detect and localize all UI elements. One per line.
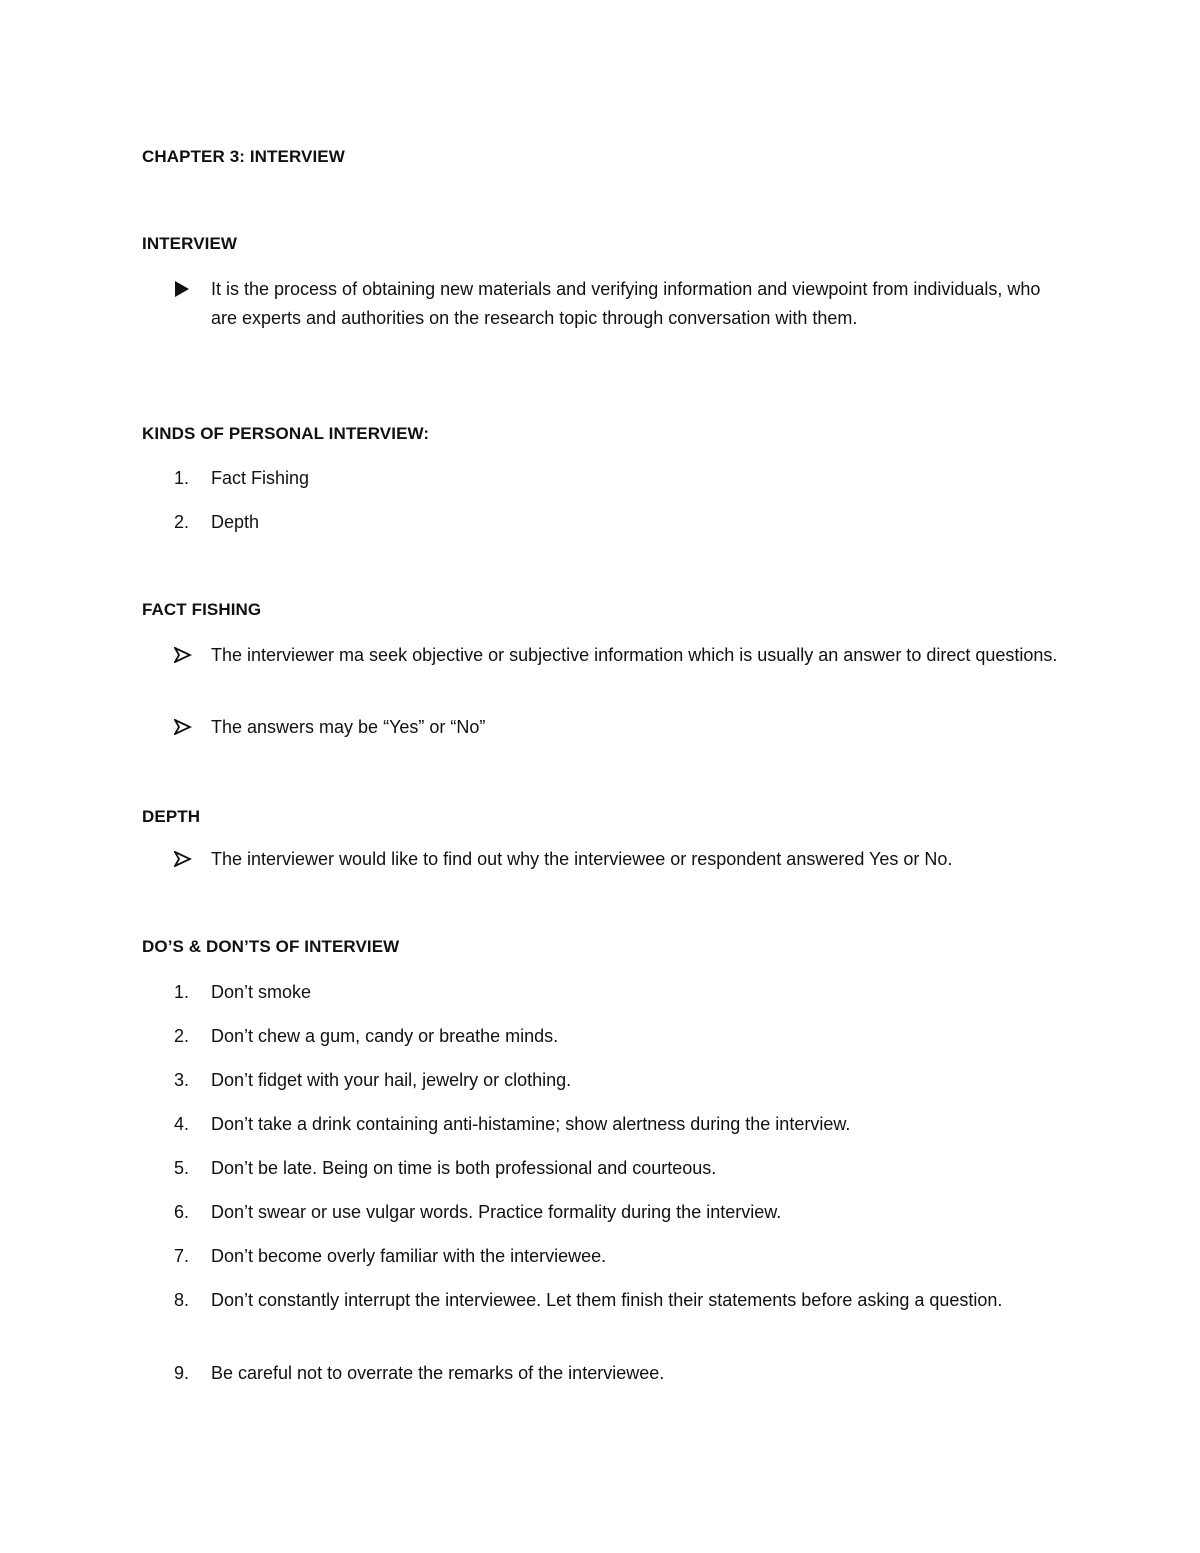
list-number: 6. — [174, 1202, 190, 1222]
list-text: Don’t smoke — [211, 982, 312, 1002]
list-item — [142, 1110, 1062, 1139]
bullet-item — [142, 845, 1062, 874]
list-text: Don’t become overly familiar with the interviewee. — [211, 1246, 607, 1266]
section-heading-kinds: KINDS OF PERSONAL INTERVIEW: — [142, 424, 430, 443]
list-number: 3. — [174, 1070, 190, 1090]
list-text: Depth — [211, 512, 260, 532]
list-text: Don’t chew a gum, candy or breathe minds. — [211, 1026, 559, 1046]
bullet-text: It is the process of obtaining new materials and verifying information and viewpoint from individuals, who are experts and authorities on the research topic through conversation with them. — [211, 279, 1041, 328]
bullet-item — [142, 641, 1062, 670]
bullet-text: The answers may be “Yes” or “No” — [211, 717, 486, 737]
outline-arrow-bullet-icon — [174, 641, 204, 663]
list-text: Don’t constantly interrupt the interviewee. Let them finish their statements before asking a question. — [211, 1290, 1003, 1310]
bullet-text: The interviewer ma seek objective or subjective information which is usually an answer to direct questions. — [211, 645, 1058, 665]
list-text: Don’t swear or use vulgar words. Practice formality during the interview. — [211, 1202, 782, 1222]
list-number: 2. — [174, 1026, 190, 1046]
section-heading-fact-fishing: FACT FISHING — [142, 600, 262, 619]
list-item — [142, 1198, 1062, 1227]
list-text: Don’t fidget with your hail, jewelry or clothing. — [211, 1070, 572, 1090]
list-item — [142, 1154, 1062, 1183]
section-heading-depth: DEPTH — [142, 807, 201, 826]
list-item — [142, 1242, 1062, 1271]
list-number: 7. — [174, 1246, 190, 1266]
outline-arrow-bullet-icon — [174, 845, 204, 867]
bullet-text: The interviewer would like to find out why the interviewee or respondent answered Yes or No. — [211, 849, 953, 869]
filled-arrow-bullet-icon — [174, 275, 204, 297]
list-item — [142, 978, 1062, 1007]
list-text: Don’t take a drink containing anti-histamine; show alertness during the interview. — [211, 1114, 851, 1134]
list-item — [142, 1066, 1062, 1095]
section-heading-dos-donts: DO’S & DON’TS OF INTERVIEW — [142, 937, 400, 956]
list-item — [142, 1022, 1062, 1051]
list-item — [142, 1286, 1062, 1315]
list-number: 2. — [174, 512, 190, 532]
list-item — [142, 508, 1062, 537]
list-item — [142, 464, 1062, 493]
chapter-title: CHAPTER 3: INTERVIEW — [142, 147, 345, 166]
list-number: 1. — [174, 468, 190, 488]
list-text: Don’t be late. Being on time is both professional and courteous. — [211, 1158, 717, 1178]
list-text: Fact Fishing — [211, 468, 310, 488]
list-item — [142, 1359, 1062, 1388]
bullet-item — [142, 713, 1062, 742]
list-number: 1. — [174, 982, 190, 1002]
outline-arrow-bullet-icon — [174, 713, 204, 735]
list-number: 9. — [174, 1363, 190, 1383]
bullet-item — [142, 275, 1062, 332]
list-text: Be careful not to overrate the remarks of the interviewee. — [211, 1363, 665, 1383]
list-number: 5. — [174, 1158, 190, 1178]
section-heading-interview: INTERVIEW — [142, 234, 238, 253]
list-number: 4. — [174, 1114, 190, 1134]
list-number: 8. — [174, 1290, 190, 1310]
